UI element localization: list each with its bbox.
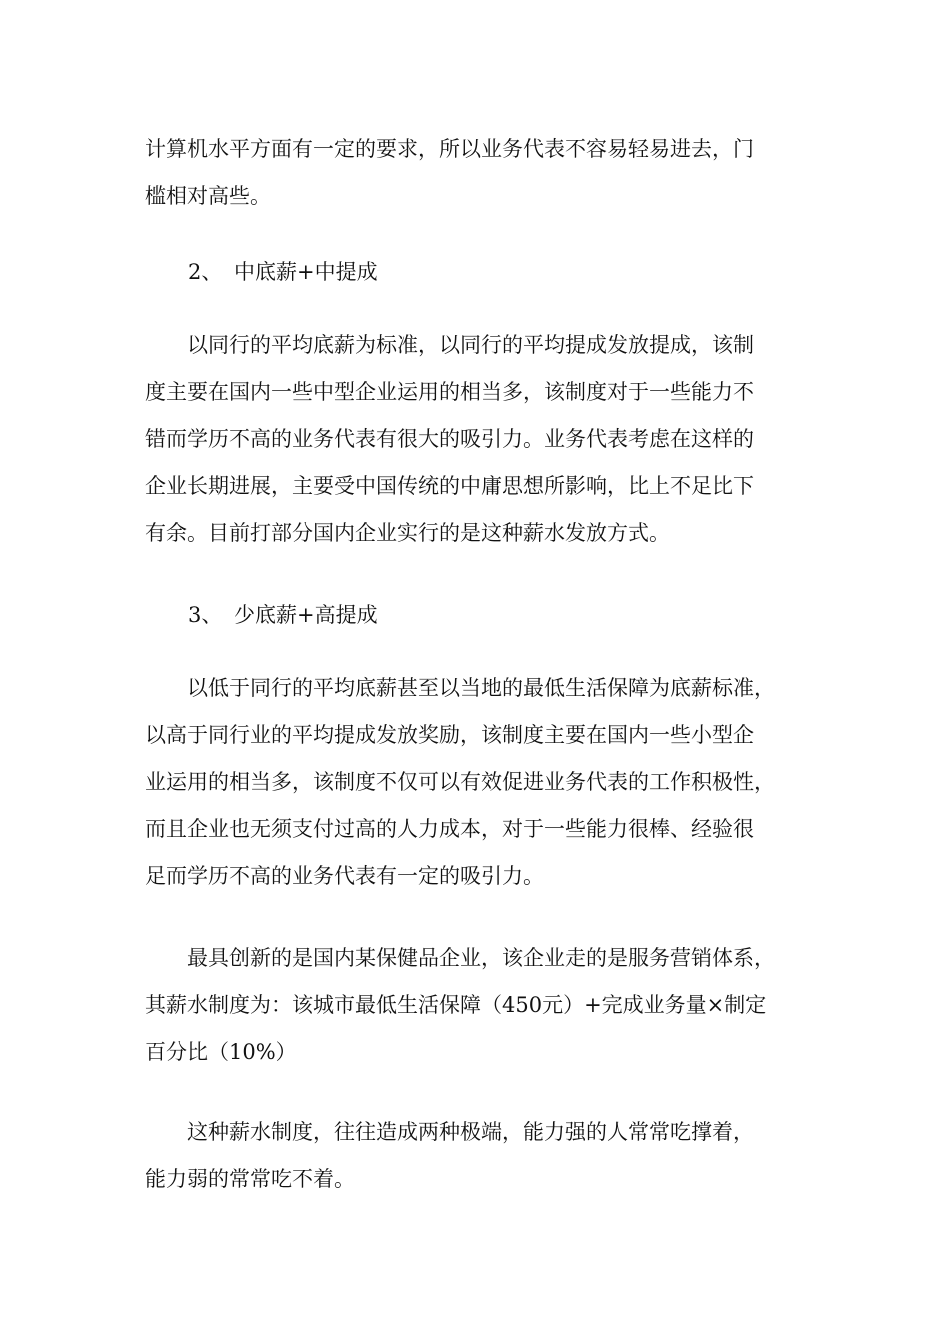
paragraph-conclusion [145,1109,805,1203]
text-line: 最具创新的是国内某保健品企业，该企业走的是服务营销体系， [187,946,775,970]
text-line: 错而学历不高的业务代表有很大的吸引力。业务代表考虑在这样的 [145,427,754,451]
text-line: 有余。目前打部分国内企业实行的是这种薪水发放方式。 [145,521,670,545]
text-line: 这种薪水制度，往往造成两种极端，能力强的人常常吃撑着， [187,1120,754,1144]
heading-number: 2、 [188,260,223,284]
heading-number: 3、 [188,603,223,627]
text-line: 计算机水平方面有一定的要求，所以业务代表不容易轻易进去，门 [145,137,754,161]
text-line: 足而学历不高的业务代表有一定的吸引力。 [145,864,544,888]
paragraph-medium-salary [145,322,805,557]
text-line: 以高于同行业的平均提成发放奖励，该制度主要在国内一些小型企 [145,723,754,747]
text-line: 能力弱的常常吃不着。 [145,1167,355,1191]
heading-text: 少底薪+高提成 [234,603,378,627]
text-line: 而且企业也无须支付过高的人力成本，对于一些能力很棒、经验很 [145,817,754,841]
text-line: 业运用的相当多，该制度不仅可以有效促进业务代表的工作积极性， [145,770,775,794]
text-line: 度主要在国内一些中型企业运用的相当多，该制度对于一些能力不 [145,380,754,404]
paragraph-continuation [145,126,805,220]
text-line: 以低于同行的平均底薪甚至以当地的最低生活保障为底薪标准， [187,676,775,700]
text-line: 其薪水制度为：该城市最低生活保障（450元）+完成业务量×制定 [145,993,767,1017]
paragraph-low-salary [145,665,805,900]
section-heading-3 [145,592,805,639]
paragraph-innovation [145,935,805,1076]
text-line: 槛相对高些。 [145,184,271,208]
section-heading-2 [145,249,805,296]
text-line: 百分比（10%） [145,1040,297,1064]
text-line: 以同行的平均底薪为标准，以同行的平均提成发放提成，该制 [187,333,754,357]
text-line: 企业长期进展，主要受中国传统的中庸思想所影响，比上不足比下 [145,474,754,498]
heading-text: 中底薪+中提成 [234,260,378,284]
